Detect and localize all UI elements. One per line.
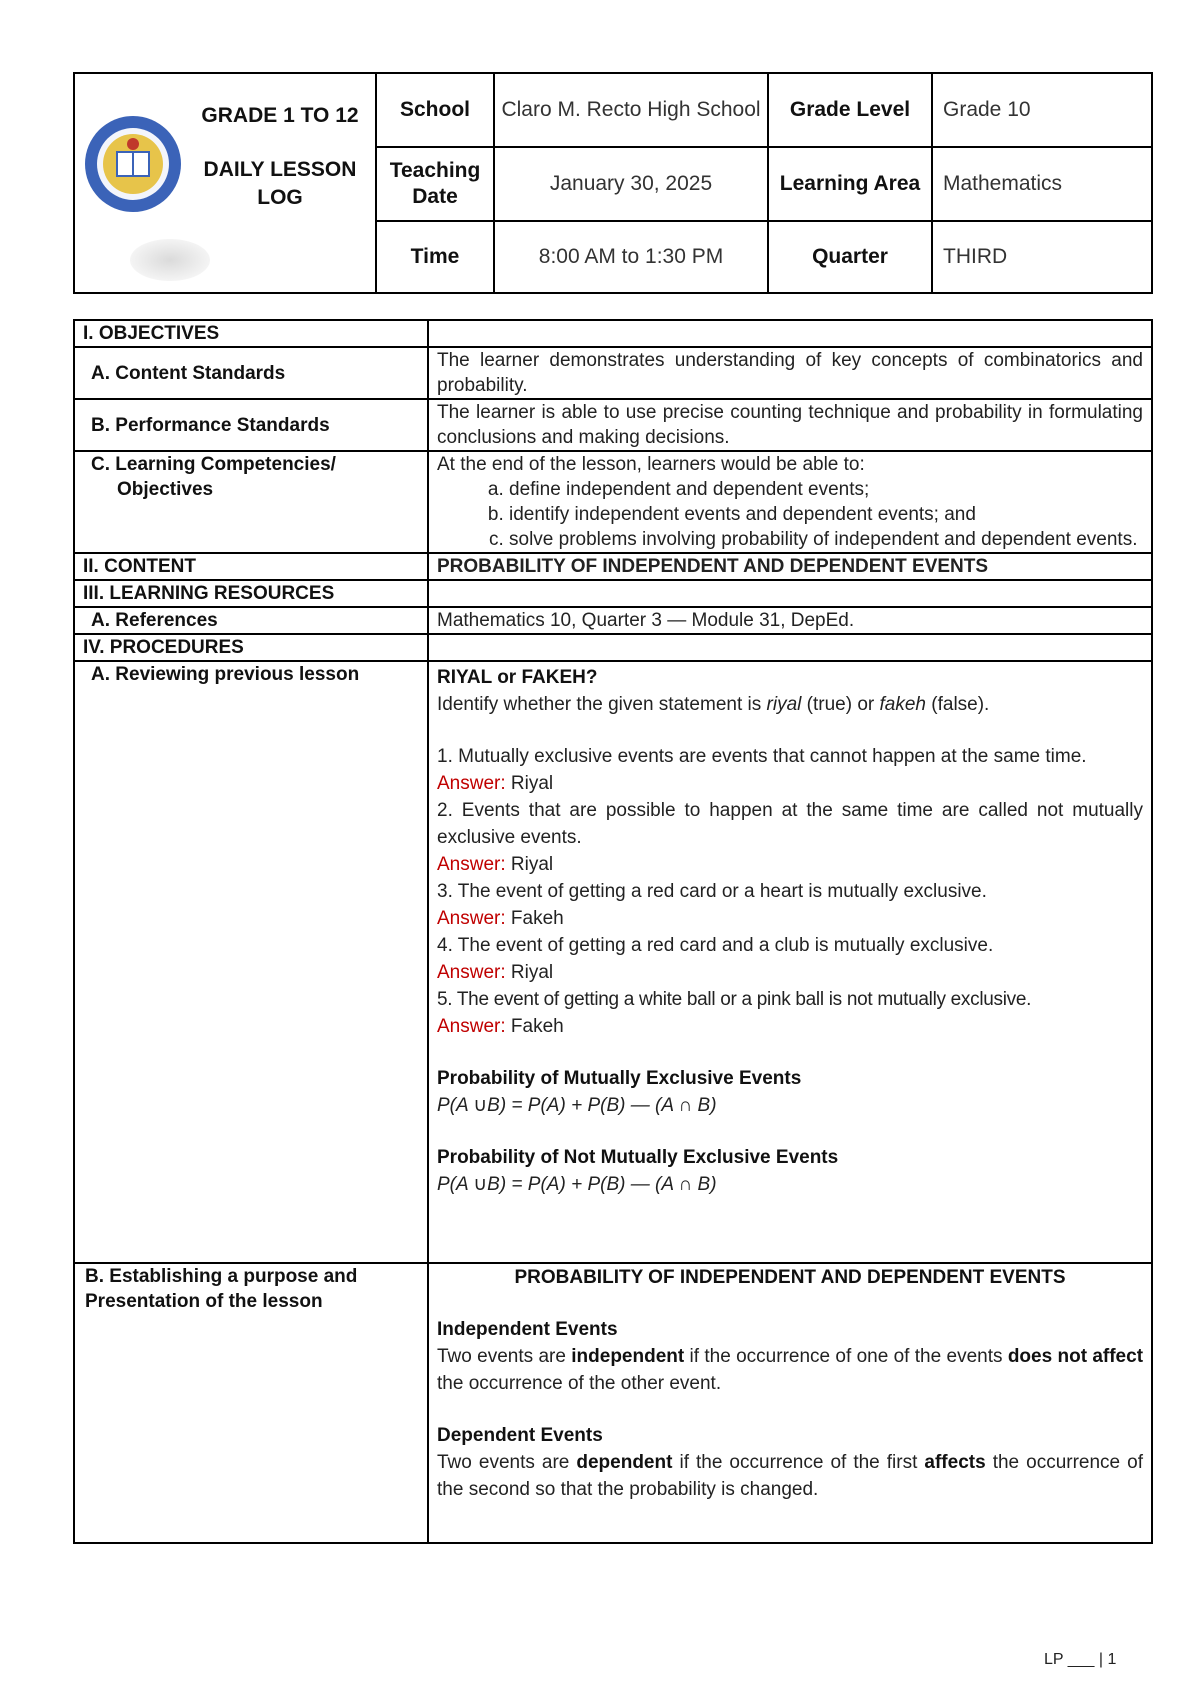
grade-level-label: Grade Level <box>768 73 932 147</box>
performance-standards-label: B. Performance Standards <box>74 399 428 451</box>
purpose-heading: PROBABILITY OF INDEPENDENT AND DEPENDENT EVENTS <box>514 1267 1066 1288</box>
lesson-table <box>73 319 1153 1544</box>
review-instruction: Identify whether the given statement is riyal (true) or fakeh (false). <box>437 694 990 715</box>
learning-area-value: Mathematics <box>932 147 1152 221</box>
dependent-definition: Two events are dependent if the occurrence of the first affects the occurrence of the second so that the probability is changed. <box>437 1452 1143 1500</box>
table-row <box>74 451 1152 553</box>
log-title-line1: GRADE 1 TO 12 <box>201 104 359 127</box>
log-title-line2: DAILY LESSON LOG <box>203 158 357 209</box>
quarter-value: THIRD <box>932 221 1152 293</box>
independent-title: Independent Events <box>437 1319 618 1340</box>
school-label: School <box>376 73 494 147</box>
page-number: LP ___ | 1 <box>1044 1651 1117 1668</box>
objectives-heading: I. OBJECTIVES <box>74 320 428 347</box>
competencies-text <box>428 451 1152 553</box>
competencies-label-line2: Objectives <box>117 479 214 500</box>
list-item: b. identify independent events and dependent events; and <box>509 502 1143 527</box>
competencies-intro: At the end of the lesson, learners would be able to: <box>437 454 865 475</box>
grade-level-value: Grade 10 <box>932 73 1152 147</box>
purpose-content <box>428 1263 1152 1543</box>
table-row <box>74 1263 1152 1543</box>
review-item: 5. The event of getting a white ball or a pink ball is not mutually exclusive. Answer: Fakeh <box>437 989 1032 1037</box>
table-row <box>74 399 1152 451</box>
table-row <box>74 553 1152 580</box>
review-title: RIYAL or FAKEH? <box>437 667 598 688</box>
competencies-label-line1: C. Learning Competencies/ <box>91 454 336 475</box>
references-label: A. References <box>74 607 428 634</box>
formula1-title: Probability of Mutually Exclusive Events <box>437 1068 802 1089</box>
table-row <box>74 347 1152 399</box>
performance-standards-text: The learner is able to use precise counting technique and probability in formulating conclusions and making decisions. <box>428 399 1152 451</box>
references-value: Mathematics 10, Quarter 3 — Module 31, DepEd. <box>428 607 1152 634</box>
list-item: a. define independent and dependent events; <box>509 477 1143 502</box>
logo-cell <box>74 73 376 293</box>
time-label: Time <box>376 221 494 293</box>
school-seal-logo <box>83 114 183 214</box>
review-item: 4. The event of getting a red card and a club is mutually exclusive. Answer: Riyal <box>437 935 994 983</box>
review-item: 3. The event of getting a red card or a heart is mutually exclusive. Answer: Fakeh <box>437 881 987 929</box>
review-label: A. Reviewing previous lesson <box>74 661 428 1263</box>
table-row <box>74 607 1152 634</box>
time-value: 8:00 AM to 1:30 PM <box>494 221 768 293</box>
table-row <box>74 661 1152 1263</box>
procedures-heading: IV. PROCEDURES <box>74 634 428 661</box>
content-value: PROBABILITY OF INDEPENDENT AND DEPENDENT EVENTS <box>428 553 1152 580</box>
independent-definition: Two events are independent if the occurrence of one of the events does not affect the occurrence of the other event. <box>437 1346 1144 1394</box>
list-item: c. solve problems involving probability of independent and dependent events. <box>509 527 1143 552</box>
review-item: 1. Mutually exclusive events are events that cannot happen at the same time. Answer: Riyal <box>437 746 1087 794</box>
formula2-title: Probability of Not Mutually Exclusive Events <box>437 1147 839 1168</box>
competencies-list <box>437 477 1143 552</box>
table-row <box>74 320 1152 347</box>
school-value: Claro M. Recto High School <box>494 73 768 147</box>
log-title <box>200 102 360 212</box>
dependent-title: Dependent Events <box>437 1425 603 1446</box>
competencies-label <box>74 451 428 553</box>
resources-heading: III. LEARNING RESOURCES <box>74 580 428 607</box>
quarter-label: Quarter <box>768 221 932 293</box>
header-table <box>73 72 1153 294</box>
teaching-date-label: Teaching Date <box>376 147 494 221</box>
content-standards-label: A. Content Standards <box>74 347 428 399</box>
table-row <box>74 634 1152 661</box>
formula2: P(A ∪B) = P(A) + P(B) — (A ∩ B) <box>437 1174 717 1195</box>
formula1: P(A ∪B) = P(A) + P(B) — (A ∩ B) <box>437 1095 717 1116</box>
table-row <box>74 580 1152 607</box>
content-standards-text: The learner demonstrates understanding of key concepts of combinatorics and probability. <box>428 347 1152 399</box>
content-heading: II. CONTENT <box>74 553 428 580</box>
teaching-date-value: January 30, 2025 <box>494 147 768 221</box>
learning-area-label: Learning Area <box>768 147 932 221</box>
blurred-mark <box>130 239 210 281</box>
purpose-label: B. Establishing a purpose and Presentation of the lesson <box>74 1263 428 1543</box>
review-content <box>428 661 1152 1263</box>
review-item: 2. Events that are possible to happen at the same time are called not mutually exclusive events. Answer: Riyal <box>437 800 1143 875</box>
